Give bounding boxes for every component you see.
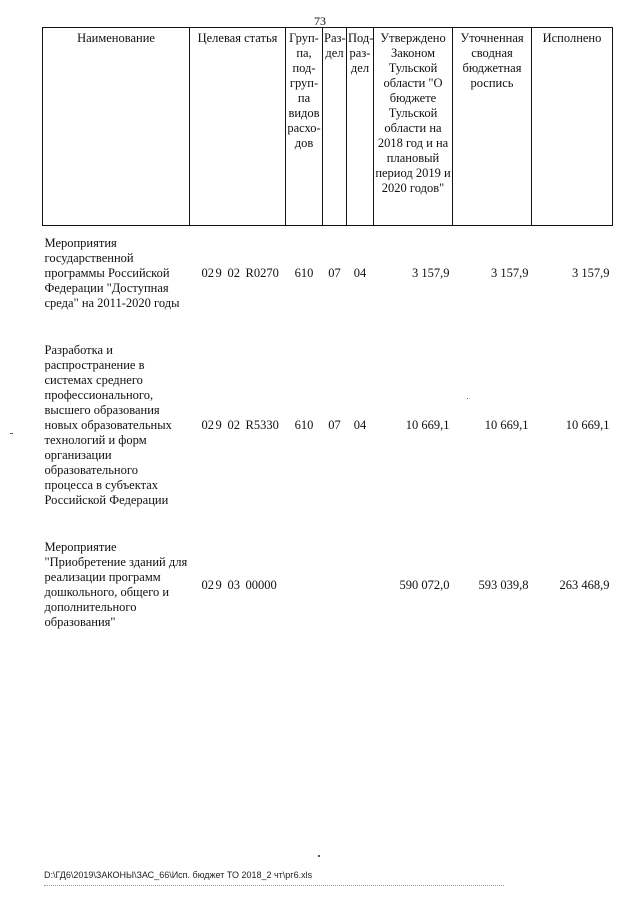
row-section: 07 xyxy=(328,266,341,280)
row-clarified: 3 157,9 xyxy=(491,266,529,280)
column-header-approved: Утверждено Законом Тульской области "О бюджете Тульской области на 2018 год и на плановый период 2019 и 2020 годов" xyxy=(374,28,453,226)
column-header-subsection: Под-раз-дел xyxy=(347,28,374,226)
row-name: Мероприятие "Приобретение зданий для реализации программ дошкольного, общего и дополнительного образования" xyxy=(44,540,188,629)
row-target-code: 02 9 03 00000 xyxy=(201,577,277,592)
row-executed: 3 157,9 xyxy=(572,266,610,280)
page-number: 73 xyxy=(314,14,326,28)
row-subsection: 04 xyxy=(353,418,367,432)
row-approved: 10 669,1 xyxy=(405,418,450,432)
table-row xyxy=(43,236,613,311)
budget-table xyxy=(42,27,613,630)
row-group: 610 xyxy=(294,418,314,432)
row-subsection xyxy=(347,540,374,630)
row-group xyxy=(286,540,323,630)
column-header-executed: Исполнено xyxy=(532,28,613,226)
footer-rule xyxy=(44,885,504,886)
table-row xyxy=(43,343,613,508)
row-approved: 3 157,9 xyxy=(412,266,450,280)
scan-speck xyxy=(10,433,13,434)
column-header-name: Наименование xyxy=(43,28,190,226)
row-name: Мероприятия государственной программы Российской Федерации "Доступная среда" на 2011-2020 годы xyxy=(44,236,180,310)
row-subsection: 04 xyxy=(353,266,367,280)
row-executed: 10 669,1 xyxy=(565,418,610,432)
row-name: Разработка и распространение в системах среднего профессионального, высшего образования новых образовательных технологий и форм организации образовательного процесса в субъектах Российской Федерации xyxy=(44,343,172,507)
column-header-target: Целевая статья xyxy=(190,28,286,226)
scan-speck xyxy=(467,398,468,399)
row-clarified: 593 039,8 xyxy=(478,577,529,592)
row-section xyxy=(323,540,347,630)
footer-file-path: D:\ГД6\2019\ЗАКОНЫ\ЗАС_66\Исп. бюджет ТО 2018_2 чт\рг6.xls xyxy=(44,870,313,880)
row-target-code: 02 9 02 R0270 xyxy=(201,266,279,280)
column-header-section: Раз-дел xyxy=(323,28,347,226)
table-row xyxy=(43,540,613,630)
row-clarified: 10 669,1 xyxy=(484,418,529,432)
row-target-code: 02 9 02 R5330 xyxy=(201,418,279,432)
column-header-clarified: Уточненная сводная бюджетная роспись xyxy=(453,28,532,226)
row-executed: 263 468,9 xyxy=(559,577,610,592)
table-header-row xyxy=(43,28,613,226)
row-approved: 590 072,0 xyxy=(399,577,450,592)
column-header-group: Груп-па, под-груп-па видов расхо-дов xyxy=(286,28,323,226)
row-group: 610 xyxy=(294,266,314,280)
scan-speck xyxy=(318,855,320,857)
row-section: 07 xyxy=(328,418,341,432)
